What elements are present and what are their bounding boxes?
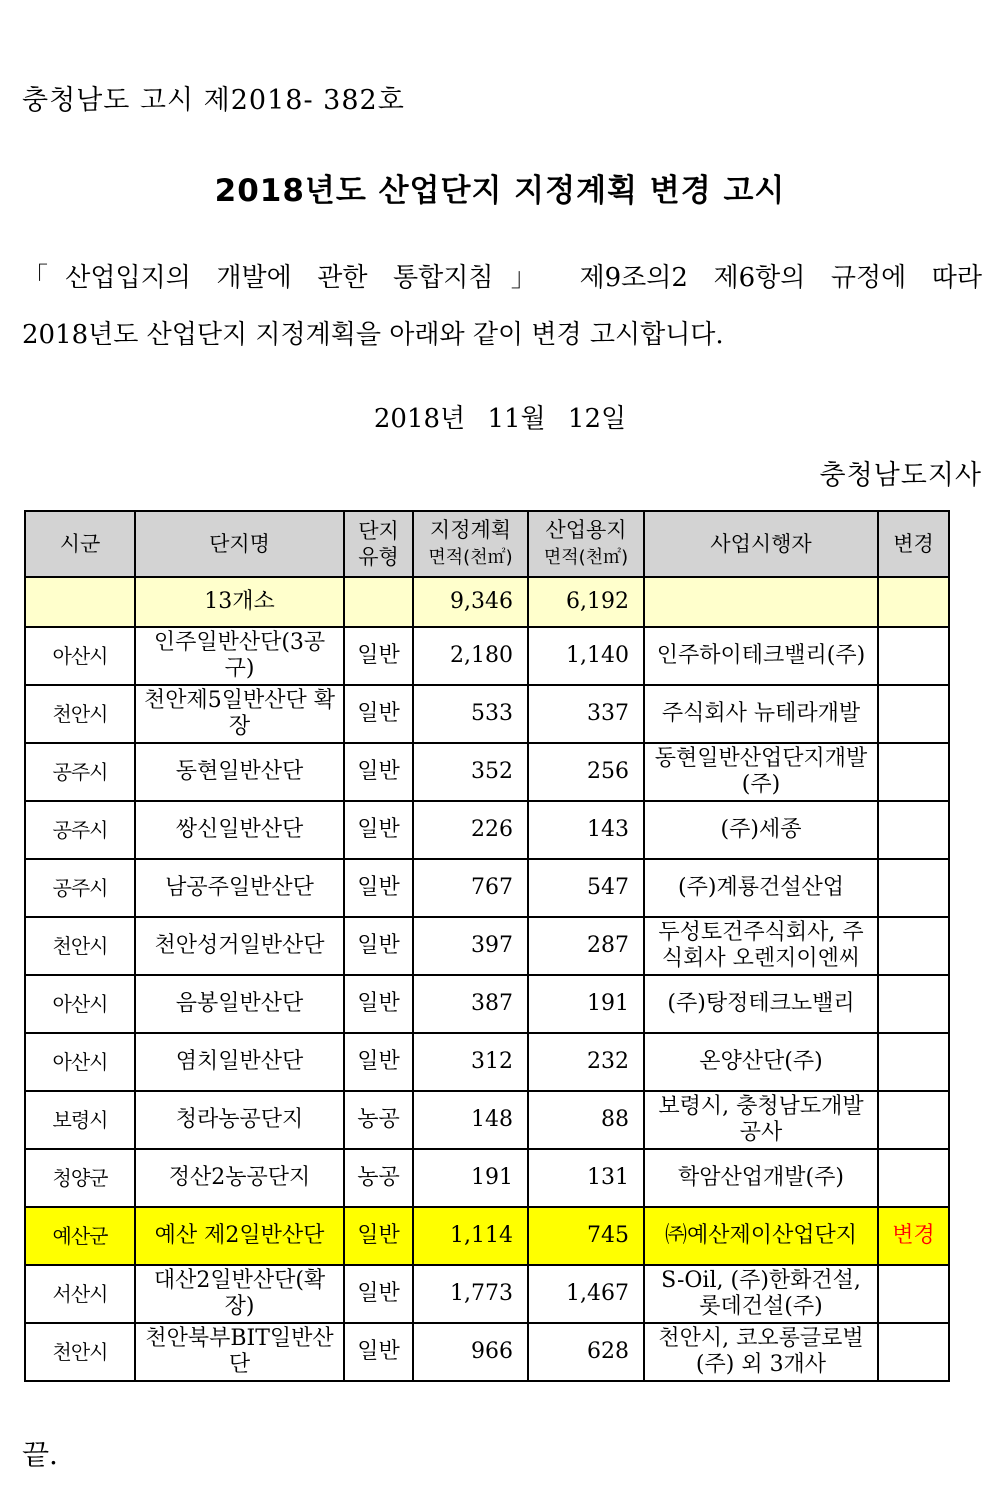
cell-type: 일반 [344,627,413,685]
cell-plan-area: 767 [413,859,528,917]
cell-change [878,801,949,859]
header-type-line2: 유형 [358,545,399,569]
table-row [25,1149,949,1207]
cell-region: 아산시 [25,1033,135,1091]
cell-complex-name: 청라농공단지 [135,1091,344,1149]
cell-complex-name: 정산2농공단지 [135,1149,344,1207]
header-type [344,511,413,577]
cell-complex-name: 인주일반산단(3공구) [135,627,344,685]
table-header-row [25,511,949,577]
cell-plan-area: 2,180 [413,627,528,685]
header-plan-area [413,511,528,577]
total-industrial-area: 6,192 [528,577,644,627]
cell-industrial-area: 256 [528,743,644,801]
header-plan-area-line2: 면적(천㎡) [428,547,513,568]
total-change [878,577,949,627]
cell-industrial-area: 232 [528,1033,644,1091]
cell-type: 일반 [344,859,413,917]
cell-region: 예산군 [25,1207,135,1265]
cell-change: 변경 [878,1207,949,1265]
cell-industrial-area: 1,467 [528,1265,644,1323]
cell-change [878,627,949,685]
cell-type: 일반 [344,743,413,801]
cell-region: 공주시 [25,801,135,859]
cell-change [878,743,949,801]
cell-type: 일반 [344,801,413,859]
cell-change [878,1149,949,1207]
header-complex-name: 단지명 [135,511,344,577]
cell-region: 아산시 [25,975,135,1033]
cell-industrial-area: 131 [528,1149,644,1207]
table-row [25,1265,949,1323]
industrial-complex-table [24,510,950,1382]
cell-complex-name: 천안북부BIT일반산단 [135,1323,344,1381]
table-row [25,975,949,1033]
cell-change [878,685,949,743]
header-industrial-area-line1: 산업용지 [545,518,627,542]
cell-industrial-area: 745 [528,1207,644,1265]
cell-industrial-area: 628 [528,1323,644,1381]
cell-type: 일반 [344,1323,413,1381]
cell-plan-area: 352 [413,743,528,801]
cell-industrial-area: 287 [528,917,644,975]
table-row [25,1033,949,1091]
table-row [25,1323,949,1381]
cell-complex-name: 남공주일반산단 [135,859,344,917]
total-row [25,577,949,627]
header-industrial-area-line2: 면적(천㎡) [543,547,629,568]
cell-operator: 보령시, 충청남도개발공사 [644,1091,878,1149]
cell-region: 청양군 [25,1149,135,1207]
table-row [25,801,949,859]
total-type [344,577,413,627]
cell-complex-name: 천안제5일반산단 확장 [135,685,344,743]
document-title: 2018년도 산업단지 지정계획 변경 고시 [214,173,786,209]
cell-plan-area: 966 [413,1323,528,1381]
cell-plan-area: 226 [413,801,528,859]
cell-plan-area: 387 [413,975,528,1033]
cell-industrial-area: 547 [528,859,644,917]
cell-change [878,917,949,975]
cell-region: 보령시 [25,1091,135,1149]
table-row [25,685,949,743]
cell-region: 천안시 [25,685,135,743]
cell-region: 천안시 [25,917,135,975]
cell-type: 일반 [344,685,413,743]
cell-operator: 온양산단(주) [644,1033,878,1091]
cell-industrial-area: 143 [528,801,644,859]
cell-operator: ㈜예산제이산업단지 [644,1207,878,1265]
table-row [25,917,949,975]
cell-change [878,859,949,917]
cell-region: 공주시 [25,859,135,917]
cell-change [878,1265,949,1323]
cell-plan-area: 1,114 [413,1207,528,1265]
cell-type: 일반 [344,1265,413,1323]
cell-region: 공주시 [25,743,135,801]
cell-type: 농공 [344,1149,413,1207]
body-text-line-2: 2018년도 산업단지 지정계획을 아래와 같이 변경 고시합니다. [22,320,724,350]
header-type-line1: 단지 [358,519,399,543]
cell-plan-area: 148 [413,1091,528,1149]
cell-operator: (주)계룡건설산업 [644,859,878,917]
cell-plan-area: 312 [413,1033,528,1091]
cell-operator: (주)탕정테크노밸리 [644,975,878,1033]
notice-date: 2018년 11월 12일 [373,404,627,434]
cell-change [878,1323,949,1381]
cell-industrial-area: 88 [528,1091,644,1149]
cell-region: 아산시 [25,627,135,685]
cell-change [878,1091,949,1149]
cell-type: 농공 [344,1091,413,1149]
cell-type: 일반 [344,975,413,1033]
cell-industrial-area: 191 [528,975,644,1033]
cell-operator: 인주하이테크밸리(주) [644,627,878,685]
cell-plan-area: 397 [413,917,528,975]
cell-operator: 동현일반산업단지개발(주) [644,743,878,801]
cell-industrial-area: 337 [528,685,644,743]
cell-change [878,975,949,1033]
cell-type: 일반 [344,917,413,975]
header-industrial-area [528,511,644,577]
cell-operator: 학암산업개발(주) [644,1149,878,1207]
notice-number: 충청남도 고시 제2018- 382호 [22,85,405,116]
total-label: 13개소 [135,577,344,627]
cell-complex-name: 동현일반산단 [135,743,344,801]
total-region [25,577,135,627]
header-change: 변경 [878,511,949,577]
header-region: 시군 [25,511,135,577]
table-row [25,1091,949,1149]
cell-operator: S-Oil, (주)한화건설, 롯데건설(주) [644,1265,878,1323]
cell-operator: (주)세종 [644,801,878,859]
cell-complex-name: 쌍신일반산단 [135,801,344,859]
cell-region: 서산시 [25,1265,135,1323]
cell-operator: 주식회사 뉴테라개발 [644,685,878,743]
total-operator [644,577,878,627]
cell-complex-name: 음봉일반산단 [135,975,344,1033]
cell-complex-name: 예산 제2일반산단 [135,1207,344,1265]
table-row [25,743,949,801]
table-row [25,1207,949,1265]
cell-plan-area: 191 [413,1149,528,1207]
header-operator: 사업시행자 [644,511,878,577]
issuer-name: 충청남도지사 [819,460,982,491]
cell-complex-name: 염치일반산단 [135,1033,344,1091]
cell-type: 일반 [344,1033,413,1091]
cell-change [878,1033,949,1091]
table-row [25,859,949,917]
cell-type: 일반 [344,1207,413,1265]
header-plan-area-line1: 지정계획 [429,518,512,542]
total-plan-area: 9,346 [413,577,528,627]
body-text-line-1: 「산업입지의 개발에 관한 통합지침」 제9조의2 제6항의 규정에 따라 [22,263,982,293]
cell-industrial-area: 1,140 [528,627,644,685]
table-row [25,627,949,685]
cell-plan-area: 533 [413,685,528,743]
end-mark: 끝. [22,1438,58,1471]
cell-complex-name: 천안성거일반산단 [135,917,344,975]
cell-plan-area: 1,773 [413,1265,528,1323]
cell-region: 천안시 [25,1323,135,1381]
cell-operator: 천안시, 코오롱글로벌(주) 외 3개사 [644,1323,878,1381]
cell-operator: 두성토건주식회사, 주식회사 오렌지이엔씨 [644,917,878,975]
cell-complex-name: 대산2일반산단(확장) [135,1265,344,1323]
